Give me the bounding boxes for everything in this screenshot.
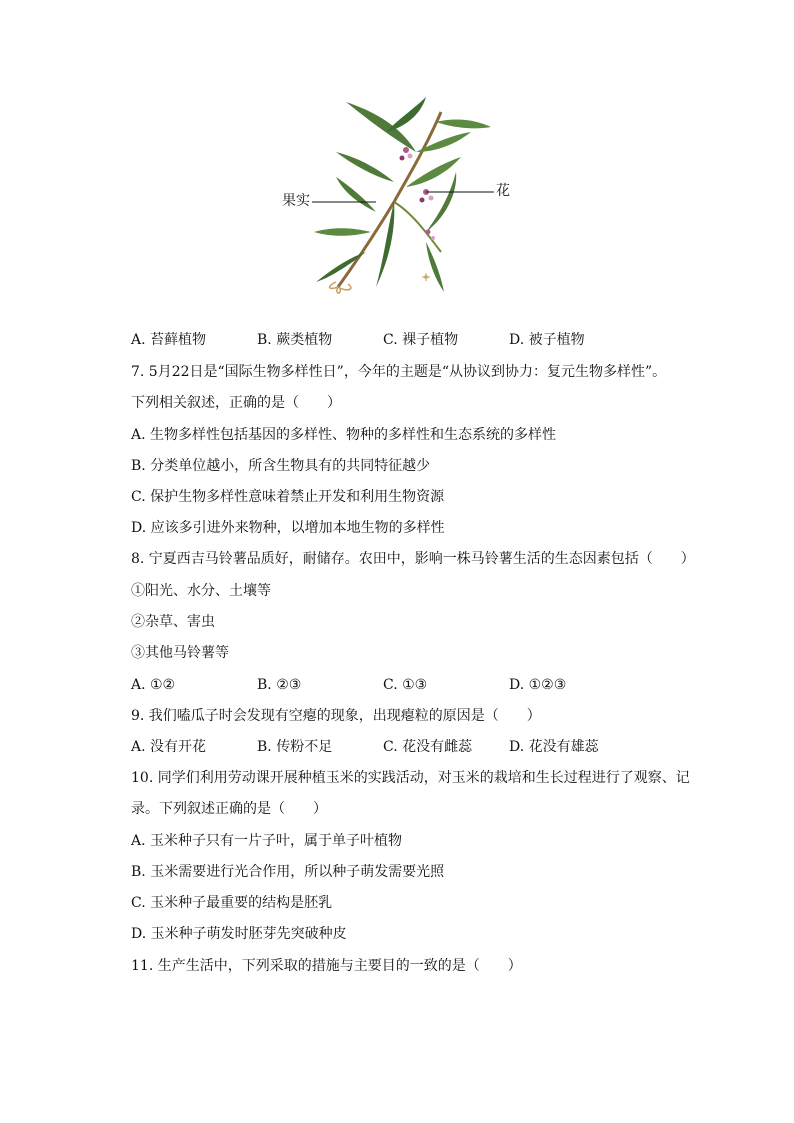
q9-option-d: D. 花没有雄蕊 — [509, 739, 599, 755]
q6-option-d: D. 被子植物 — [509, 332, 585, 348]
flower-label: 花 — [496, 183, 510, 199]
q10-option-c: C. 玉米种子最重要的结构是胚乳 — [131, 895, 333, 911]
q10-stem-line2: 录。下列叙述正确的是（ ） — [131, 801, 327, 817]
fruit-label: 果实 — [282, 193, 310, 209]
q9-option-b: B. 传粉不足 — [257, 739, 333, 755]
q11-stem-line1: 11. 生产生活中，下列采取的措施与主要目的一致的是（ ） — [131, 958, 522, 974]
q8-stem-line1: 8. 宁夏西吉马铃薯品质好，耐储存。农田中，影响一株马铃薯生活的生态因素包括（ ） — [131, 551, 695, 567]
q7-option-d: D. 应该多引进外来物种，以增加本地生物的多样性 — [131, 520, 445, 536]
q8-option-a: A. ①② — [131, 677, 176, 693]
q6-option-a: A. 苔藓植物 — [131, 332, 207, 348]
q9-stem-line1: 9. 我们嗑瓜子时会发现有空瘪的现象，出现瘪粒的原因是（ ） — [131, 708, 541, 724]
q8-option-c: C. ①③ — [383, 677, 428, 693]
q10-option-d: D. 玉米种子萌发时胚芽先突破种皮 — [131, 926, 347, 942]
q7-option-a: A. 生物多样性包括基因的多样性、物种的多样性和生态系统的多样性 — [131, 427, 557, 443]
q10-stem-line1: 10. 同学们利用劳动课开展种植玉米的实践活动，对玉米的栽培和生长过程进行了观察、记 — [131, 770, 690, 786]
q9-option-a: A. 没有开花 — [131, 739, 207, 755]
q7-stem-line2: 下列相关叙述，正确的是（ ） — [131, 395, 341, 411]
q8-option-b: B. ②③ — [257, 677, 302, 693]
q10-option-b: B. 玉米需要进行光合作用，所以种子萌发需要光照 — [131, 864, 445, 880]
q7-option-c: C. 保护生物多样性意味着禁止开发和利用生物资源 — [131, 489, 445, 505]
plant-illustration — [276, 92, 516, 297]
q8-option-d: D. ①②③ — [509, 677, 567, 693]
q8-item-1: ①阳光、水分、土壤等 — [131, 583, 271, 599]
q8-item-3: ③其他马铃薯等 — [131, 645, 229, 661]
q10-option-a: A. 玉米种子只有一片子叶，属于单子叶植物 — [131, 833, 403, 849]
q7-stem-line1: 7. 5月22日是“国际生物多样性日”，今年的主题是“从协议到协力：复元生物多样性”。 — [131, 364, 667, 380]
q7-option-b: B. 分类单位越小，所含生物具有的共同特征越少 — [131, 458, 431, 474]
q6-option-c: C. 裸子植物 — [383, 332, 459, 348]
q9-option-c: C. 花没有雌蕊 — [383, 739, 473, 755]
q8-item-2: ②杂草、害虫 — [131, 614, 215, 630]
q6-option-b: B. 蕨类植物 — [257, 332, 333, 348]
plant-figure — [276, 92, 516, 297]
